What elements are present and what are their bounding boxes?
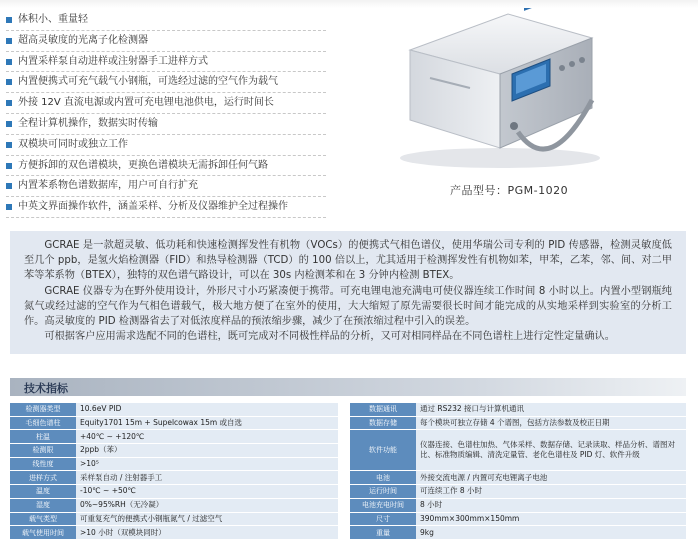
spec-label: 软件功能 <box>350 430 416 471</box>
feature-item: 外接 12V 直流电源或内置可充电锂电池供电，运行时间长 <box>6 93 346 114</box>
spec-value: 仪器连接、色谱柱加热、气体采样、数据存储、记录读取、样品分析、谱图对比、标准物质编辑、清洗定量管、老化色谱柱及 PID 灯、软件升级 <box>416 430 686 471</box>
column-gap <box>338 512 350 526</box>
table-row <box>10 498 686 512</box>
top-strip <box>0 0 698 8</box>
column-gap <box>338 444 350 458</box>
spec-label: 电池充电时间 <box>350 498 416 512</box>
spec-value: >10 小时（双模块同时） <box>76 526 338 540</box>
spec-value: >10⁵ <box>76 457 338 471</box>
spec-value: -10℃ ~ +50℃ <box>76 485 338 499</box>
bullet-icon <box>6 183 12 189</box>
bullet-icon <box>6 204 12 210</box>
gas-port <box>510 122 518 130</box>
spec-value: 8 小时 <box>416 498 686 512</box>
spec-value: +40℃ ~ +120℃ <box>76 430 338 444</box>
feature-item: 双模块可同时或独立工作 <box>6 135 346 156</box>
spec-value: 可重复充气的便携式小钢瓶氮气 / 过滤空气 <box>76 512 338 526</box>
spec-label: 运行时间 <box>350 485 416 499</box>
description-panel <box>10 231 686 354</box>
table-row <box>10 512 686 526</box>
spec-label: 毛细色谱柱 <box>10 416 76 430</box>
bullet-icon <box>6 59 12 65</box>
spec-label: 重量 <box>350 526 416 540</box>
spec-label: 线性度 <box>10 457 76 471</box>
description-paragraph: GCRAE 仪器专为在野外使用设计，外形尺寸小巧紧凑便于携带。可充电锂电池充满电可使仪器连续工作时间 8 小时以上。内置小型钢瓶纯氮气或经过滤的空气作为气相色谱载气，极大地方便了在室外的使用，大大缩短了原先需要很长时间才能完成的从实地采样到实验室的分析工作。高灵敏度的 PID 检测器省去了对低浓度样品的预浓缩步骤，减少了在预浓缩过程中引入的误差。 <box>24 285 672 328</box>
spec-value: 可连续工作 8 小时 <box>416 485 686 499</box>
spec-value: 采样泵自动 / 注射器手工 <box>76 471 338 485</box>
feature-item: 全程计算机操作，数据实时传输 <box>6 114 346 135</box>
spec-label: 数据通讯 <box>350 403 416 416</box>
description-paragraph: GCRAE 是一款超灵敏、低功耗和快速检测挥发性有机物（VOCs）的便携式气相色谱仪，使用华瑞公司专利的 PID 传感器，检测灵敏度低至几个 ppb，是氢火焰检测器（FID）和热导检测器（TCD）的 100 倍以上，尤其适用于检测挥发性有机物如苯，甲苯，乙苯，邻、间、对二甲苯等苯系物（BTEX），独特的双色谱气路设计，可以在 30s 内检测苯和在 3 分钟内检测 BTEX。 <box>24 240 672 282</box>
bullet-icon <box>6 142 12 148</box>
device-button <box>569 61 575 67</box>
feature-list <box>6 10 346 218</box>
table-row <box>10 416 686 430</box>
spec-label: 湿度 <box>10 498 76 512</box>
brand-logo-icon <box>524 8 538 11</box>
spec-label: 电池 <box>350 471 416 485</box>
spec-label: 尺寸 <box>350 512 416 526</box>
bullet-icon <box>6 17 12 23</box>
feature-item: 内置便携式可充气载气小钢瓶，可选经过滤的空气作为载气 <box>6 72 346 93</box>
column-gap <box>338 485 350 499</box>
spec-label: 数据存储 <box>350 416 416 430</box>
product-caption: 产品型号：PGM-1020 <box>450 184 569 197</box>
spec-value: 0%~95%RH（无冷凝） <box>76 498 338 512</box>
spec-label: 温度 <box>10 485 76 499</box>
feature-item: 超高灵敏度的光离子化检测器 <box>6 31 346 52</box>
feature-item: 方便拆卸的双色谱模块，更换色谱模块无需拆卸任何气路 <box>6 156 346 177</box>
column-gap <box>338 403 350 416</box>
bullet-icon <box>6 79 12 85</box>
spec-header <box>10 378 686 396</box>
spec-title: 技术指标 <box>24 382 68 395</box>
spec-value: 2ppb（苯） <box>76 444 338 458</box>
spec-table <box>10 403 686 540</box>
table-row <box>10 471 686 485</box>
spec-label: 进样方式 <box>10 471 76 485</box>
spec-value: 通过 RS232 接口与计算机通讯 <box>416 403 686 416</box>
feature-item: 内置采样泵自动进样或注射器手工进样方式 <box>6 52 346 73</box>
spec-value: 9kg <box>416 526 686 540</box>
spec-label: 检测器类型 <box>10 403 76 416</box>
bullet-icon <box>6 38 12 44</box>
spec-label: 检测限 <box>10 444 76 458</box>
column-gap <box>338 498 350 512</box>
feature-item: 体积小、重量轻 <box>6 10 346 31</box>
spec-value: Equity1701 15m + Supelcowax 15m 或自选 <box>76 416 338 430</box>
column-gap <box>338 430 350 444</box>
feature-item: 中英文界面操作软件，涵盖采样、分析及仪器维护全过程操作 <box>6 197 346 218</box>
spec-label: 载气类型 <box>10 512 76 526</box>
column-gap <box>338 526 350 540</box>
column-gap <box>338 416 350 430</box>
table-row <box>10 526 686 540</box>
bullet-icon <box>6 100 12 106</box>
bullet-icon <box>6 121 12 127</box>
table-row <box>10 430 686 444</box>
product-image <box>400 8 610 176</box>
table-row <box>10 485 686 499</box>
spec-value: 10.6eV PID <box>76 403 338 416</box>
spec-label: 载气使用时间 <box>10 526 76 540</box>
spec-value: 外接交流电源 / 内置可充电锂离子电池 <box>416 471 686 485</box>
spec-label: 柱温 <box>10 430 76 444</box>
feature-item: 内置苯系物色谱数据库，用户可自行扩充 <box>6 176 346 197</box>
description-paragraph: 可根据客户应用需求选配不同的色谱柱，既可完成对不同极性样品的分析，又可对相同样品在不同色谱柱上进行定性定量确认。 <box>44 331 615 343</box>
spec-value: 每个模块可独立存储 4 个谱图，包括方法参数及校正日期 <box>416 416 686 430</box>
device-button <box>559 65 565 71</box>
device-button <box>579 57 585 63</box>
column-gap <box>338 471 350 485</box>
shadow <box>400 148 600 168</box>
bullet-icon <box>6 163 12 169</box>
column-gap <box>338 457 350 471</box>
spec-value: 390mm×300mm×150mm <box>416 512 686 526</box>
table-row <box>10 403 686 416</box>
